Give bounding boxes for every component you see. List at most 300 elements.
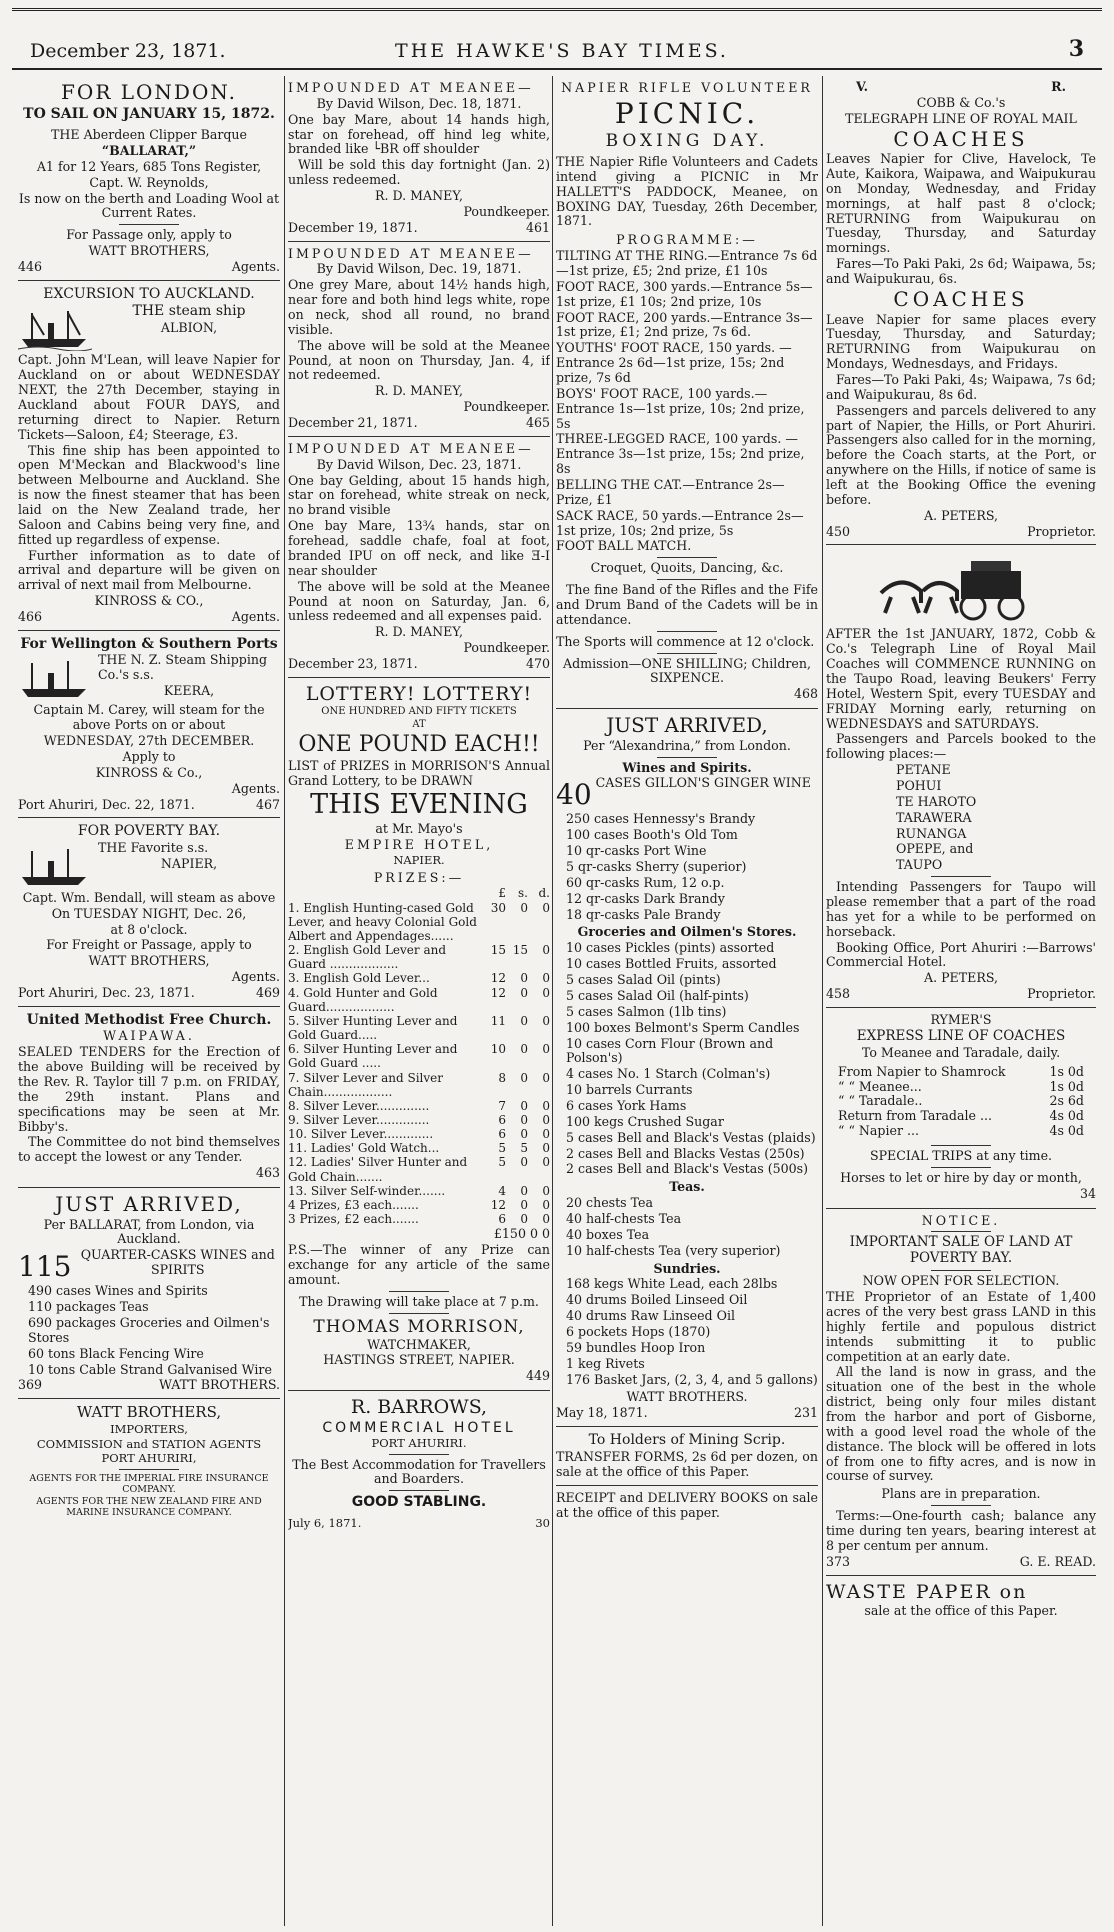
ad-number: 467 — [255, 796, 280, 812]
prize-description: 2. English Gold Lever and Guard .................. — [288, 943, 447, 972]
poundkeeper-name: R. D. MANEY, — [374, 383, 464, 399]
list-item: 6 pockets Hops (1870) — [566, 1323, 711, 1339]
list-item: 250 cases Hennessy's Brandy — [566, 811, 756, 827]
prize-row — [288, 971, 550, 985]
fare-route: “ “ Napier ... — [838, 1123, 919, 1139]
ad-number: 450 — [826, 523, 851, 539]
list-item: TARAWERA — [896, 809, 972, 825]
ad-number: 466 — [18, 608, 43, 624]
ad-number: 458 — [826, 986, 851, 1002]
ad-text: One bay Mare, 13¾ hands, star on forehead, saddle chafe, foal at foot, branded IPU on off neck, and like Ǝ-I near shoulder — [288, 518, 550, 578]
prize-pence: 0 — [542, 985, 550, 1000]
prize-row — [288, 1014, 550, 1042]
issue-date: December 23, 1871. — [30, 40, 226, 62]
divider — [657, 653, 717, 654]
ad-number: 34 — [1079, 1185, 1096, 1201]
list-item: 10 barrels Currants — [566, 1082, 693, 1098]
ad-text: WEDNESDAY, 27th DECEMBER. — [43, 733, 255, 749]
ad-subheading: PRIZES:— — [373, 869, 465, 885]
prize-shillings: 15 — [512, 943, 528, 958]
prize-shillings: 0 — [520, 1098, 528, 1113]
ad-subheading: COMMERCIAL HOTEL — [322, 1419, 516, 1436]
ad-text: Apply to — [122, 748, 176, 764]
ad-text: QUARTER-CASKS WINES and SPIRITS — [80, 1247, 275, 1278]
ad-text: Fares—To Paki Paki, 2s 6d; Waipawa, 5s; and Waipukurau, 6s. — [826, 256, 1096, 287]
ad-heading: JUST ARRIVED, — [606, 713, 768, 738]
prize-description: 11. Ladies' Gold Watch... — [288, 1141, 440, 1156]
page-number: 3 — [1068, 36, 1084, 62]
fare-route: “ “ Taradale.. — [838, 1093, 923, 1109]
list-item: 100 kegs Crushed Sugar — [566, 1113, 724, 1129]
prize-shillings: 0 — [520, 900, 528, 915]
prize-shillings: 5 — [520, 1141, 528, 1156]
prize-pence: 0 — [542, 1197, 550, 1212]
prize-shillings: 0 — [520, 1155, 528, 1170]
ad-poverty-bay — [18, 818, 280, 1007]
prize-row — [288, 986, 550, 1014]
list-item: TE HAROTO — [896, 793, 977, 809]
proprietor-name: A. PETERS, — [923, 970, 999, 986]
ad-text: Capt. W. Reynolds, — [89, 174, 209, 190]
fare-route: “ “ Meanee... — [838, 1078, 922, 1094]
ad-number: 461 — [525, 219, 550, 235]
event-item: TILTING AT THE RING.—Entrance 7s 6d—1st prize, £5; 2nd prize, £1 10s — [556, 248, 818, 278]
ad-text: RECEIPT and DELIVERY BOOKS on sale at the office of this paper. — [556, 1490, 818, 1521]
quantity-figure: 115 — [18, 1250, 72, 1284]
ad-text: Leave Napier for same places every Tuesday, Thursday, and Saturday; RETURNING from Waipukurau on Mondays, Wednesdays, and Fridays. — [826, 311, 1096, 372]
ad-text: COBB & Co.'s — [916, 94, 1006, 110]
royal-cipher-right: R. — [1051, 79, 1066, 94]
ad-text: On TUESDAY NIGHT, Dec. 26, — [51, 905, 247, 921]
prize-row — [288, 1113, 550, 1127]
table-row — [838, 1065, 1084, 1080]
ad-heading: COACHES — [893, 126, 1029, 151]
ad-text: One bay Gelding, about 15 hands high, star on forehead, white streak on neck, no brand visible — [288, 472, 550, 518]
divider — [389, 1490, 449, 1491]
prize-pence: 0 — [542, 943, 550, 958]
event-item: FOOT RACE, 200 yards.—Entrance 3s—1st prize, £1; 2nd prize, 7s 6d. — [556, 309, 813, 340]
ad-text: Proprietor. — [1027, 523, 1096, 539]
ad-land-sale — [826, 1209, 1096, 1576]
list-item: 10 cases Corn Flour (Brown and Polson's) — [566, 1035, 774, 1066]
prize-row — [288, 1042, 550, 1070]
ad-text: EMPIRE HOTEL, — [344, 837, 494, 853]
ad-heading: United Methodist Free Church. — [26, 1011, 272, 1028]
ad-text: GOOD STABLING. — [351, 1494, 487, 1511]
ad-impounded-3 — [288, 437, 550, 678]
programme-heading: PROGRAMME:— — [616, 232, 758, 248]
ship-name: KEERA, — [163, 683, 215, 699]
list-item: 60 qr-casks Rum, 12 o.p. — [566, 874, 725, 890]
prize-row — [288, 1198, 550, 1212]
ad-text: A1 for 12 Years, 685 Tons Register, — [36, 158, 262, 174]
ad-text: The above will be sold at the Meanee Pound at noon on Saturday, Jan. 6, unless redeemed and all expenses paid. — [288, 578, 550, 624]
list-item: 4 cases No. 1 Starch (Colman's) — [566, 1066, 771, 1082]
column-rule — [822, 76, 823, 1926]
groceries-list — [556, 941, 818, 1177]
list-item: 5 cases Salad Oil (half-pints) — [566, 987, 749, 1003]
ad-text: THE Aberdeen Clipper Barque — [51, 127, 247, 143]
column-rule — [552, 76, 553, 1926]
table-row — [838, 1094, 1084, 1109]
ad-text: Agents. — [231, 258, 280, 274]
ad-text: Croquet, Quoits, Dancing, &c. — [590, 560, 784, 576]
list-item: 690 packages Groceries and Oilmen's Stores — [28, 1315, 270, 1345]
ad-text: at Mr. Mayo's — [375, 821, 463, 837]
ad-text: THE Proprietor of an Estate of 1,400 acres of the very best grass LAND in this highly fertile and populous district intends submitting it to public competition at an early date. — [826, 1289, 1096, 1364]
prize-shillings: 0 — [520, 985, 528, 1000]
newspaper-title: THE HAWKE'S BAY TIMES. — [395, 40, 729, 62]
steamship-icon — [18, 655, 92, 701]
ad-text: For Passage only, apply to — [66, 227, 232, 243]
agent-name: KINROSS & CO., — [94, 593, 204, 609]
prize-description: 10. Silver Lever............. — [288, 1127, 434, 1142]
list-item: PETANE — [896, 762, 951, 778]
divider — [931, 1270, 991, 1271]
prize-pounds: 12 — [490, 971, 506, 986]
list-item: 5 cases Salmon (1lb tins) — [566, 1003, 727, 1019]
prize-description: 9. Silver Lever.............. — [288, 1112, 430, 1127]
fare-route: From Napier to Shamrock — [838, 1063, 1006, 1079]
ad-just-arrived-alexandrina — [556, 709, 818, 1427]
event-item: FOOT RACE, 300 yards.—Entrance 5s—1st prize, £1 10s; 2nd prize, 10s — [556, 278, 813, 309]
prize-description: 1. English Hunting-cased Gold Lever, and heavy Colonial Gold Albert and Appendages...... — [288, 900, 477, 943]
event-item: THREE-LEGGED RACE, 100 yards. —Entrance 3s—1st prize, 15s; 2nd prize, 8s — [556, 431, 805, 477]
steamship-icon — [18, 843, 92, 889]
prize-pence: 0 — [542, 1141, 550, 1156]
ad-text: COMMISSION and STATION AGENTS — [36, 1436, 262, 1451]
list-item: 10 cases Bottled Fruits, assorted — [566, 956, 777, 972]
ad-text: Capt. Wm. Bendall, will steam as above — [22, 889, 276, 905]
prize-shillings: 0 — [520, 1127, 528, 1142]
divider — [119, 224, 179, 225]
ad-mining-scrip — [556, 1427, 818, 1486]
list-item: OPEPE, and — [896, 841, 974, 857]
list-item: POHUI — [896, 777, 942, 793]
ad-text: HASTINGS STREET, NAPIER. — [323, 1352, 515, 1368]
prize-pence: 0 — [542, 1070, 550, 1085]
prize-pounds: 6 — [498, 1112, 506, 1127]
section-heading: Wines and Spirits. — [622, 759, 752, 775]
list-item: 6 cases York Hams — [566, 1097, 687, 1113]
ad-heading: NAPIER RIFLE VOLUNTEER — [561, 80, 813, 95]
prize-pounds: 12 — [490, 1197, 506, 1212]
ad-text: Agents. — [231, 969, 280, 985]
ad-number: 465 — [525, 415, 550, 431]
ad-text: AFTER the 1st JANUARY, 1872, Cobb & Co.'s Telegraph Line of Royal Mail Coaches will COMMENCE RUNNING on the Taupo Road, leaving Beukers' Ferry Hotel, Western Spit, every TUESDAY and FRIDAY Morning early, returning on WEDNESDAYS and SATURDAYS. — [826, 626, 1096, 731]
prize-pence: 0 — [542, 1112, 550, 1127]
ad-heading: FOR POVERTY BAY. — [77, 823, 221, 840]
prize-pounds: 12 — [490, 985, 506, 1000]
prize-pounds: 6 — [498, 1212, 506, 1227]
stagecoach-icon — [861, 553, 1061, 623]
ad-text: THE N. Z. Steam Shipping Co.'s s.s. — [98, 652, 268, 683]
ad-text: The Sports will commence at 12 o'clock. — [556, 633, 815, 649]
ad-text: By David Wilson, Dec. 18, 1871. — [316, 95, 522, 111]
prize-shillings: 0 — [520, 971, 528, 986]
ad-heading: EXPRESS LINE OF COACHES — [856, 1027, 1066, 1044]
ad-text: Leaves Napier for Clive, Havelock, Te Aute, Kaikora, Waipawa, and Waipukurau on Monday, Wednesday, and Friday mornings, at half past 8 o'clock; RETURNING from Waipukurau on Tuesday, Thursday, and Saturday mornings. — [826, 151, 1096, 256]
ad-text: This fine ship has been appointed to open M'Meckan and Blackwood's line between Melbourne and Auckland. She is now the finest steamer that has been laid on the New Zealand trade, her Saloon and Cabins being very fine, and fitted up regardless of expense. — [18, 442, 280, 547]
ad-text: The above will be sold at the Meanee Pound, at noon on Thursday, Jan. 4, if not redeemed. — [288, 337, 550, 383]
ad-heading: WASTE PAPER on — [826, 1580, 1028, 1603]
ad-number: 231 — [793, 1405, 818, 1421]
ad-text: Passengers and parcels delivered to any part of Napier, the Hills, or Port Ahuriri. Passengers also called for in the morning, before the Coach starts, at the Port, or anywhere on the Hills, if notice of same is left at the Booking Office the evening before. — [826, 402, 1096, 507]
prize-pounds: 30 — [490, 900, 506, 915]
section-heading: Groceries and Oilmen's Stores. — [577, 924, 797, 940]
ad-subheading: To Meanee and Taradale, daily. — [861, 1044, 1061, 1060]
prize-shillings: 0 — [520, 1070, 528, 1085]
prize-row — [288, 1099, 550, 1113]
event-item: SACK RACE, 50 yards.—Entrance 2s—1st prize, 10s; 2nd prize, 5s — [556, 507, 804, 538]
ad-text: Captain M. Carey, will steam for the above Ports on or about — [33, 702, 265, 733]
header-rule — [12, 68, 1102, 70]
poundkeeper-name: R. D. MANEY, — [374, 624, 464, 640]
list-item: 10 cases Pickles (pints) assorted — [566, 940, 775, 956]
ad-text: sale at the office of this Paper. — [864, 1602, 1058, 1618]
list-item: 5 cases Bell and Black's Vestas (plaids) — [566, 1129, 816, 1145]
prize-description: 4 Prizes, £3 each....... — [288, 1197, 419, 1212]
prize-header — [288, 886, 550, 900]
ad-text: AGENTS FOR THE NEW ZEALAND FIRE AND MARINE INSURANCE COMPANY. — [36, 1496, 262, 1519]
fare-price: 1s 0d — [1049, 1063, 1084, 1079]
agent-name: WATT BROTHERS, — [88, 953, 210, 969]
ad-heading: IMPOUNDED AT MEANEE— — [288, 245, 534, 261]
advertiser-name: G. E. READ. — [1019, 1553, 1096, 1569]
ad-text: Poundkeeper. — [463, 203, 550, 219]
prize-description: 8. Silver Lever.............. — [288, 1098, 430, 1113]
prize-shillings: 0 — [520, 1197, 528, 1212]
ad-barrows-hotel — [288, 1391, 550, 1530]
ad-heading: IMPORTANT SALE OF LAND AT POVERTY BAY. — [849, 1234, 1073, 1267]
ad-subheading: Per BALLARAT, from London, via Auckland. — [43, 1216, 255, 1247]
list-item: 5 qr-casks Sherry (superior) — [566, 859, 747, 875]
prize-description: 5. Silver Hunting Lever and Gold Guard..... — [288, 1013, 458, 1043]
ad-date: July 6, 1871. — [288, 1515, 362, 1530]
agent-name: WATT BROTHERS, — [88, 243, 210, 259]
ad-methodist-church — [18, 1007, 280, 1188]
list-item: 20 chests Tea — [566, 1195, 654, 1211]
ad-heading: EXCURSION TO AUCKLAND. — [43, 285, 255, 302]
prize-description: 3 Prizes, £2 each....... — [288, 1212, 419, 1227]
ad-text: Plans are in preparation. — [881, 1486, 1041, 1502]
prize-shillings: 0 — [520, 1042, 528, 1057]
ad-text: Intending Passengers for Taupo will please remember that a part of the road has yet for a while to be performed on horseback. — [826, 879, 1096, 939]
divider — [389, 1291, 449, 1292]
list-item: 40 drums Boiled Linseed Oil — [566, 1292, 748, 1308]
list-item: TAUPO — [896, 857, 943, 873]
list-item: 40 drums Raw Linseed Oil — [566, 1308, 736, 1324]
prize-description: 3. English Gold Lever... — [288, 971, 430, 986]
prize-description: 7. Silver Lever and Silver Chain.................. — [288, 1070, 443, 1099]
prize-shillings: 0 — [520, 1183, 528, 1198]
divider — [657, 631, 717, 632]
ad-text: WATCHMAKER, — [367, 1336, 471, 1352]
prize-pounds: 6 — [498, 1127, 506, 1142]
list-item: 110 packages Teas — [28, 1299, 149, 1315]
agent-name: KINROSS & Co., — [95, 764, 203, 780]
goods-list — [18, 1284, 280, 1377]
fares-table — [826, 1062, 1096, 1142]
prize-pence: 0 — [542, 1042, 550, 1057]
ad-text: Port Ahuriri, Dec. 22, 1871. — [18, 796, 195, 812]
ad-wellington — [18, 631, 280, 819]
ad-date: December 19, 1871. — [288, 219, 418, 235]
ad-text: One grey Mare, about 14½ hands high, near fore and both hind legs white, rope on neck, shod all round, no brand visible. — [288, 277, 550, 337]
ad-subheading: BOXING DAY. — [605, 130, 769, 151]
ad-heading: RYMER'S — [930, 1012, 992, 1028]
ad-impounded-2 — [288, 242, 550, 437]
table-row — [838, 1080, 1084, 1095]
ad-number: 373 — [826, 1553, 851, 1569]
ad-taupo-coaches — [826, 545, 1096, 1008]
prize-pence: 0 — [542, 1127, 550, 1142]
ad-text: Agents. — [231, 608, 280, 624]
ad-rifle-picnic — [556, 76, 818, 709]
ad-text: P.S.—The winner of any Prize can exchange for any article of the same amount. — [288, 1242, 550, 1287]
prize-row — [288, 1212, 550, 1226]
list-item: 10 qr-casks Port Wine — [566, 843, 707, 859]
divider — [657, 757, 717, 758]
fare-route: Return from Taradale ... — [838, 1108, 992, 1124]
divider — [931, 1231, 991, 1232]
table-row — [838, 1124, 1084, 1139]
masthead — [30, 36, 1094, 70]
ad-text: Terms:—One-fourth cash; balance any time during ten years, bearing interest at 8 per centum per annum. — [826, 1508, 1096, 1553]
prize-pounds: 4 — [498, 1183, 506, 1198]
column-header: d. — [538, 886, 550, 901]
ad-heading: IMPOUNDED AT MEANEE— — [288, 80, 534, 95]
ad-text: IMPORTERS, — [110, 1422, 188, 1437]
list-item: 1 keg Rivets — [566, 1355, 645, 1371]
prize-pence: 0 — [542, 900, 550, 915]
prize-pounds: 5 — [498, 1141, 506, 1156]
prize-pence: 0 — [542, 1155, 550, 1170]
ad-receipt-books — [556, 1486, 818, 1521]
ad-subheading: Per “Alexandrina,” from London. — [583, 737, 791, 753]
ad-text: PORT AHURIRI. — [371, 1436, 467, 1451]
steamship-icon — [18, 305, 92, 351]
places-list — [826, 763, 1096, 873]
prize-row — [288, 1184, 550, 1198]
prize-pounds: 15 — [490, 943, 506, 958]
ad-heading: JUST ARRIVED, — [55, 1192, 243, 1216]
ad-text: One bay Mare, about 14 hands high, star on forehead, off hind leg white, branded like └BR off shoulder — [288, 111, 550, 157]
ad-london — [18, 76, 280, 281]
list-item: 2 cases Bell and Blacks Vestas (250s) — [566, 1145, 805, 1161]
prize-pounds: 7 — [498, 1098, 506, 1113]
ad-subheading: WAIPAWA. — [103, 1028, 195, 1044]
teas-list — [556, 1196, 818, 1258]
ad-text: AT — [412, 719, 426, 730]
ad-heading: PICNIC. — [614, 96, 760, 130]
ad-text: For Freight or Passage, apply to — [46, 937, 252, 953]
ad-text: Agents. — [231, 780, 280, 796]
fare-price: 4s 0d — [1049, 1123, 1084, 1139]
ad-watt-brothers — [18, 1399, 280, 1518]
ad-text: By David Wilson, Dec. 23, 1871. — [316, 456, 522, 472]
sundries-list — [556, 1277, 818, 1387]
ad-text: LIST of PRIZES in MORRISON'S Annual Grand Lottery, to be DRAWN — [288, 757, 550, 788]
sail-date: TO SAIL ON JANUARY 15, 1872. — [23, 105, 275, 122]
ad-text: The fine Band of the Rifles and the Fife and Drum Band of the Cadets will be in attendance. — [556, 582, 818, 627]
ad-heading: WATT BROTHERS, — [76, 1403, 222, 1422]
column-4 — [826, 76, 1096, 1926]
prize-pounds: 11 — [490, 1013, 506, 1028]
column-header: s. — [518, 886, 528, 901]
prize-pence: 0 — [542, 971, 550, 986]
divider — [931, 1145, 991, 1146]
prize-pence: 0 — [542, 1098, 550, 1113]
fare-price: 4s 0d — [1049, 1108, 1084, 1124]
column-2 — [288, 76, 550, 1926]
list-item: RUNANGA — [896, 825, 967, 841]
ad-text: Poundkeeper. — [463, 399, 550, 415]
proprietor-name: A. PETERS, — [923, 507, 999, 523]
divider — [931, 1167, 991, 1168]
ad-text: Booking Office, Port Ahuriri :—Barrows' Commercial Hotel. — [826, 939, 1096, 970]
ad-just-arrived-ballarat — [18, 1188, 280, 1399]
ad-heading: R. BARROWS, — [350, 1396, 488, 1419]
ad-text: THE Favorite s.s. — [98, 839, 209, 855]
event-item: BOYS' FOOT RACE, 100 yards.— Entrance 1s—1st prize, 10s; 2nd prize, 5s — [556, 385, 805, 431]
ad-number: 446 — [18, 258, 43, 274]
list-item: 10 half-chests Tea (very superior) — [566, 1242, 781, 1258]
ad-text: AGENTS FOR THE IMPERIAL FIRE INSURANCE COMPANY. — [29, 1472, 269, 1495]
list-item: 5 cases Salad Oil (pints) — [566, 972, 721, 988]
ad-text: THE Napier Rifle Volunteers and Cadets intend giving a PICNIC in Mr HALLETT'S PADDOCK, Meanee, on BOXING DAY, Tuesday, 26th December, 1871. — [556, 153, 818, 229]
column-rule — [284, 76, 285, 1926]
list-item: 2 cases Bell and Black's Vestas (500s) — [566, 1161, 809, 1177]
prize-pence: 0 — [542, 1013, 550, 1028]
ad-subheading: NOW OPEN FOR SELECTION. — [862, 1273, 1060, 1289]
ad-rymers-coaches — [826, 1008, 1096, 1209]
quantity-figure: 40 — [556, 778, 592, 812]
ad-lottery — [288, 678, 550, 1391]
agent-name: WATT BROTHERS. — [158, 1377, 280, 1393]
ad-number: 470 — [525, 655, 550, 671]
ad-number: 463 — [255, 1165, 280, 1181]
ad-text: Passengers and Parcels booked to the following places:— — [826, 731, 1096, 762]
ad-text: THIS EVENING — [310, 789, 528, 821]
ad-text: Port Ahuriri, Dec. 23, 1871. — [18, 985, 195, 1001]
ad-text: Horses to let or hire by day or month, — [840, 1169, 1082, 1185]
prize-pence: 0 — [542, 1183, 550, 1198]
ad-date: December 21, 1871. — [288, 415, 418, 431]
prize-row — [288, 1141, 550, 1155]
ship-name: “BALLARAT,” — [101, 142, 197, 158]
divider — [931, 1505, 991, 1506]
section-heading: Sundries. — [653, 1260, 721, 1276]
ad-text: The Drawing will take place at 7 p.m. — [299, 1293, 539, 1309]
ad-text: Further information as to date of arrival and departure will be given on arrival of next mail from Melbourne. — [18, 547, 280, 593]
list-item: 18 qr-casks Pale Brandy — [566, 906, 721, 922]
top-border — [12, 8, 1102, 11]
prize-row — [288, 943, 550, 971]
ad-advertiser: THOMAS MORRISON, — [313, 1316, 525, 1337]
divider — [931, 876, 991, 877]
divider — [657, 557, 717, 558]
ad-text: TRANSFER FORMS, 2s 6d per dozen, on sale at the office of this Paper. — [556, 1448, 818, 1479]
ad-date: December 23, 1871. — [288, 655, 418, 671]
divider — [389, 1454, 449, 1455]
ad-text: at 8 o'clock. — [110, 921, 188, 937]
ad-text: CASES GILLON'S GINGER WINE — [595, 775, 811, 791]
ad-heading: COACHES — [893, 286, 1029, 311]
ad-number: 469 — [255, 985, 280, 1001]
ad-text: THE steam ship — [132, 303, 246, 320]
ad-text: The Best Accommodation for Travellers and Boarders. — [292, 1456, 546, 1487]
